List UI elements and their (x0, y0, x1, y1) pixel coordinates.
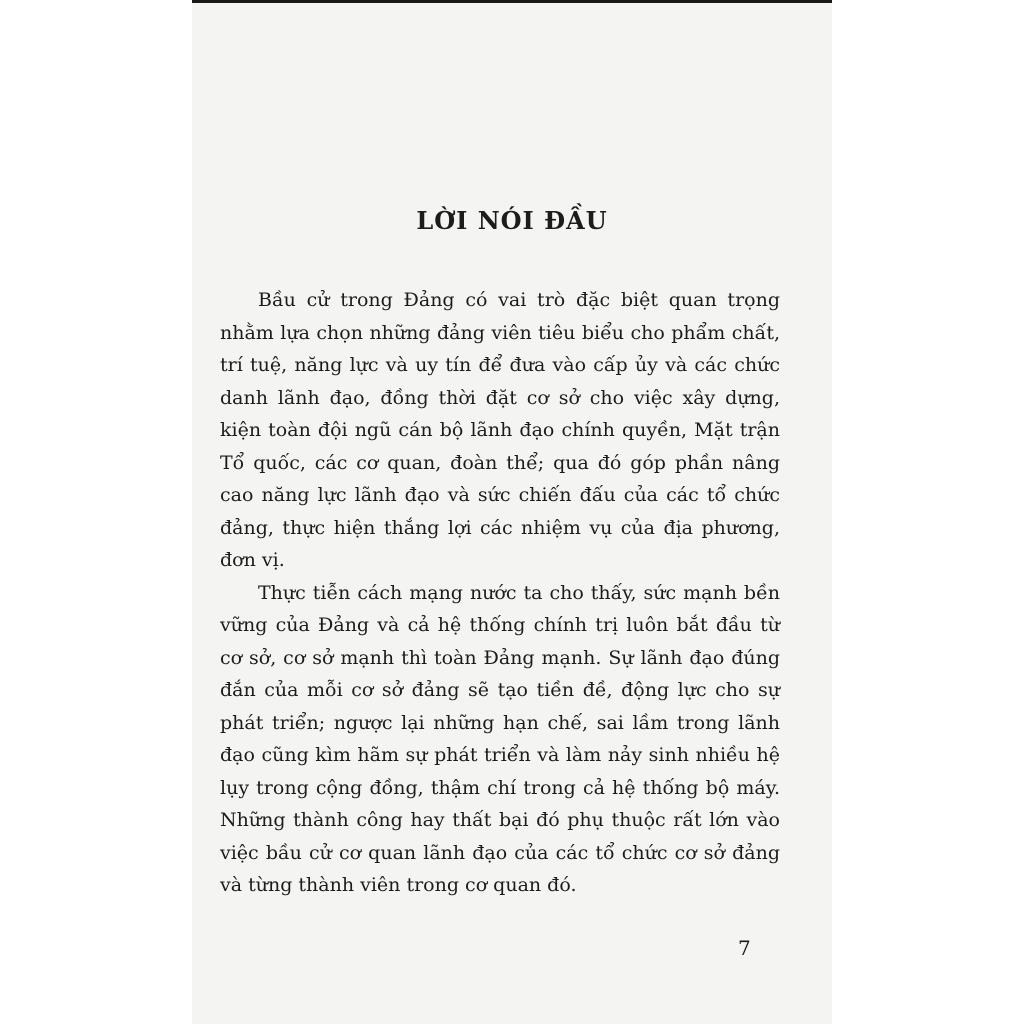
page-number: 7 (738, 936, 751, 960)
top-border-line (192, 0, 832, 3)
body-text (220, 284, 780, 902)
paragraph-1: Bầu cử trong Đảng có vai trò đặc biệt quan trọng nhằm lựa chọn những đảng viên tiêu biểu cho phẩm chất, trí tuệ, năng lực và uy tín để đưa vào cấp ủy và các chức danh lãnh đạo, đồng thời đặt cơ sở cho việc xây dựng, kiện toàn đội ngũ cán bộ lãnh đạo chính quyền, Mặt trận Tổ quốc, các cơ quan, đoàn thể; qua đó góp phần nâng cao năng lực lãnh đạo và sức chiến đấu của các tổ chức đảng, thực hiện thắng lợi các nhiệm vụ của địa phương, đơn vị. (220, 289, 780, 571)
paragraph-2: Thực tiễn cách mạng nước ta cho thấy, sức mạnh bền vững của Đảng và cả hệ thống chính trị luôn bắt đầu từ cơ sở, cơ sở mạnh thì toàn Đảng mạnh. Sự lãnh đạo đúng đắn của mỗi cơ sở đảng sẽ tạo tiền đề, động lực cho sự phát triển; ngược lại những hạn chế, sai lầm trong lãnh đạo cũng kìm hãm sự phát triển và làm nảy sinh nhiều hệ lụy trong cộng đồng, thậm chí trong cả hệ thống bộ máy. Những thành công hay thất bại đó phụ thuộc rất lớn vào việc bầu cử cơ quan lãnh đạo của các tổ chức cơ sở đảng và từng thành viên trong cơ quan đó. (220, 581, 780, 896)
page-title: LỜI NÓI ĐẦU (416, 206, 608, 235)
